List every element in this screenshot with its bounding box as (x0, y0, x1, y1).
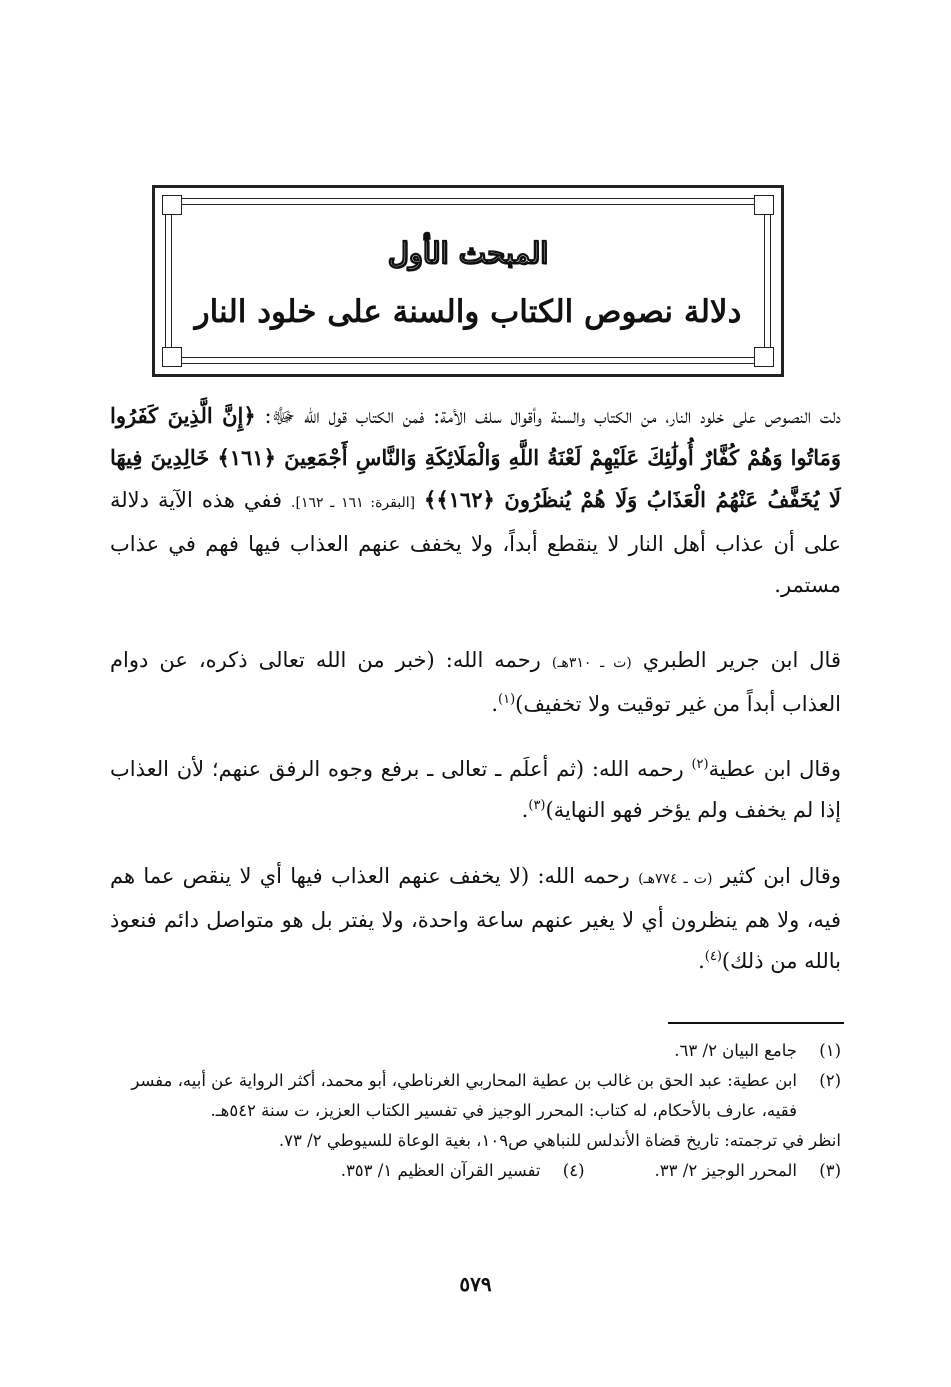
paragraph-intro: دلت النصوص على خلود النار، من الكتاب والسنة وأقوال سلف الأمة: (433, 404, 841, 428)
section-title-frame (152, 185, 784, 377)
text-segment: قال ابن جرير الطبري (642, 648, 841, 672)
paragraph-quran-evidence (110, 395, 841, 606)
footnote-text: ابن عطية: عبد الحق بن غالب بن عطية المحاربي الغرناطي، أبو محمد، أكثر الرواية عن أبيه، مفسر فقيه، عارف بالأحكام، له كتاب: المحرر الوجيز في تفسير الكتاب العزيز، ت سنة ٥٤٢هـ. (131, 1071, 797, 1120)
frame-inner-border (165, 198, 771, 364)
footnote-number: (٣) (819, 1161, 841, 1180)
footnote-text: انظر في ترجمته: تاريخ قضاة الأندلس للنباهي ص١٠٩، بغية الوعاة للسيوطي ٢/ ٧٣. (278, 1131, 841, 1150)
quote-text: رحمه الله: (خبر من الله تعالى ذكره، عن دوام العذاب أبداً من غير توقيت ولا تخفيف) (110, 648, 841, 716)
footnote-item (655, 1156, 841, 1186)
footnote-ref[interactable]: (٣) (528, 798, 546, 813)
frame-corner-ornament (162, 195, 182, 215)
paragraph-rest: ففي هذه الآية دلالة على أن عذاب أهل النار لا ينقطع أبداً، ولا يخفف عنهم العذاب فيها فهم في عذاب مستمر. (110, 488, 841, 597)
footnote-item (110, 1066, 841, 1126)
footnote-text: المحرر الوجيز ٢/ ٣٣. (654, 1161, 797, 1180)
text-segment: وقال ابن عطية (708, 757, 841, 781)
frame-corner-ornament (162, 347, 182, 367)
quote-text: رحمه الله: (لا يخفف عنهم العذاب فيها أي لا ينقص عما هم فيه، ولا هم ينظرون أي لا يغير عنهم ساعة واحدة، ولا يفتر بل هو متواصل دائم فنعوذ بالله من ذلك) (110, 864, 841, 973)
footnote-item (110, 1126, 841, 1156)
frame-corner-ornament (754, 347, 774, 367)
death-date: (ت ـ ٧٧٤هـ) (638, 871, 713, 887)
footnote-number: (٤) (562, 1161, 585, 1180)
footnote-ref[interactable]: (٢) (691, 757, 709, 772)
footnote-item (110, 1036, 841, 1066)
text-segment: . (521, 798, 529, 822)
verse-reference: [البقرة: ١٦١ ـ ١٦٢]. (291, 495, 416, 511)
section-label: المبحث الأول (387, 236, 549, 270)
text-segment: وقال ابن كثير (720, 864, 841, 888)
frame-corner-ornament (754, 195, 774, 215)
quran-verse: ﴿إِنَّ الَّذِينَ كَفَرُوا وَمَاتُوا وَهُمْ كُفَّارٌ أُولَٰئِكَ عَلَيْهِمْ لَعْنَةُ اللَّهِ وَالْمَلَائِكَةِ وَالنَّاسِ أَجْمَعِينَ ﴿١٦١﴾ خَالِدِينَ فِيهَا لَا يُخَفَّفُ عَنْهُمُ الْعَذَابُ وَلَا هُمْ يُنظَرُونَ ﴿١٦٢﴾﴾ (110, 403, 841, 512)
footnote-number: (٢) (819, 1071, 841, 1090)
footnote-text: جامع البيان ٢/ ٦٣. (674, 1041, 797, 1060)
paragraph-lead: فمن الكتاب قول الله ﷻ: (264, 404, 425, 428)
text-segment: . (491, 692, 499, 716)
footnote-ref[interactable]: (١) (498, 692, 516, 707)
footnote-separator (668, 1022, 844, 1024)
death-date: (ت ـ ٣١٠هـ) (551, 655, 632, 671)
section-title: دلالة نصوص الكتاب والسنة على خلود النار (194, 294, 742, 330)
paragraph-ibn-kathir (110, 856, 841, 982)
quote-text: رحمه الله: (ثم أعلَم ـ تعالى ـ برفع وجوه الرفق عنهم؛ لأن العذاب إذا لم يخفف ولم يؤخر فهو النهاية) (110, 757, 841, 822)
paragraph-tabari (110, 640, 841, 725)
footnote-row-split (110, 1156, 841, 1186)
footnote-ref[interactable]: (٤) (704, 949, 722, 964)
footnotes (110, 1036, 841, 1186)
paragraph-ibn-atiyya (110, 749, 841, 831)
footnote-item (341, 1156, 585, 1186)
page-number: ٥٧٩ (459, 1272, 492, 1296)
footnote-text: تفسير القرآن العظيم ١/ ٣٥٣. (340, 1161, 541, 1180)
frame-inner-border-2 (171, 204, 765, 358)
footnote-number: (١) (819, 1041, 841, 1060)
text-segment: . (698, 949, 705, 973)
